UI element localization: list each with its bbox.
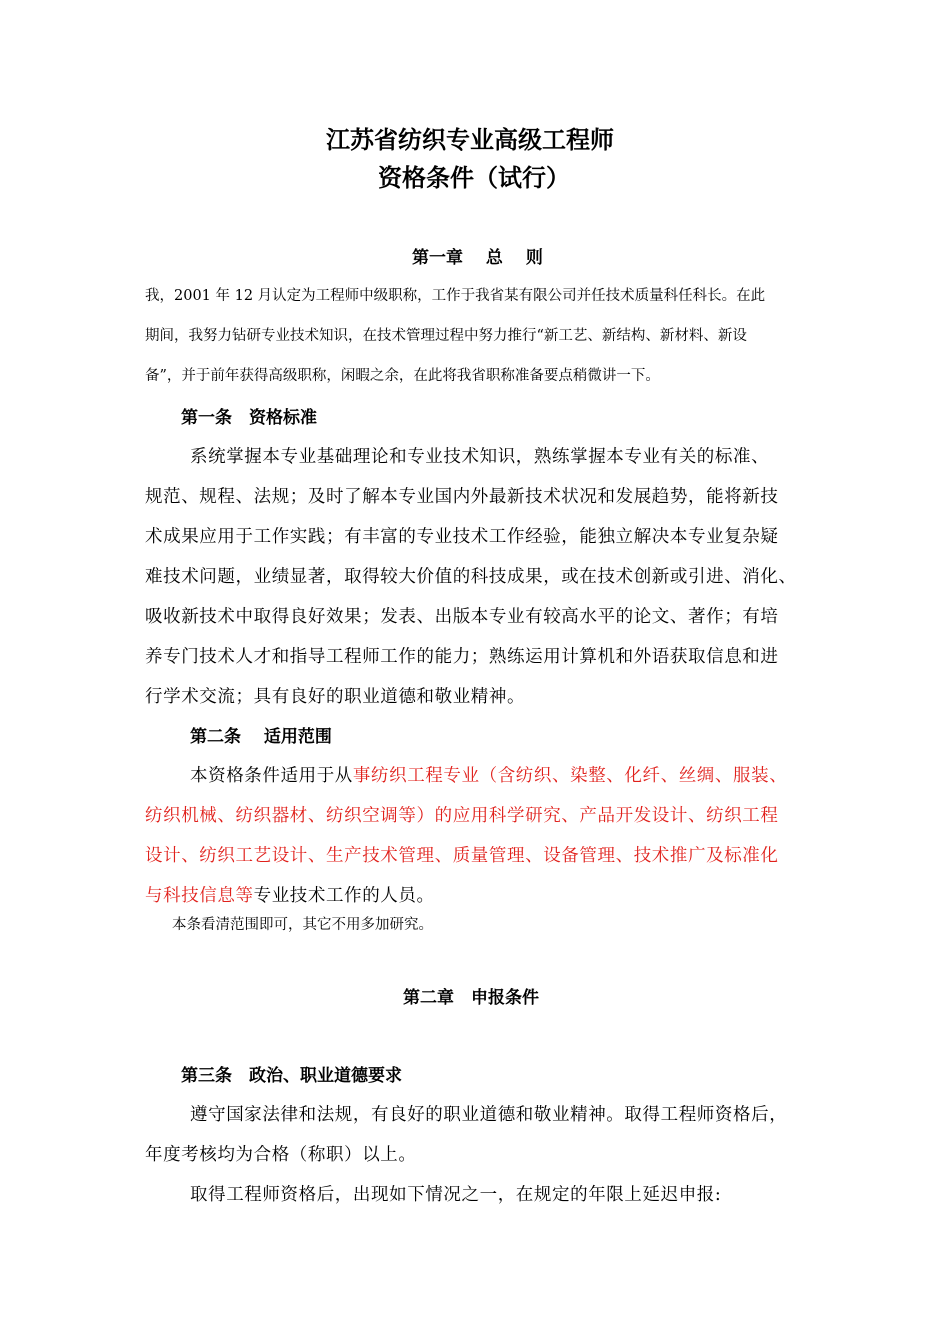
article2-highlight: 纺织机械、纺织器材、纺织空调等）的应用科学研究、产品开发设计、纺织工程 bbox=[145, 806, 779, 826]
article2-text: 本资格条件适用于从 bbox=[190, 766, 353, 786]
article2-text: 专业技术工作的人员。 bbox=[253, 886, 435, 906]
article1-line: 吸收新技术中取得良好效果；发表、出版本专业有较高水平的论文、著作；有培 bbox=[145, 607, 779, 627]
article3-line: 年度考核均为合格（称职）以上。 bbox=[145, 1145, 417, 1165]
document-title-line1: 江苏省纺织专业高级工程师 bbox=[326, 126, 614, 154]
article1-line: 行学术交流；具有良好的职业道德和敬业精神。 bbox=[145, 687, 526, 707]
article3-heading: 第三条 政治、职业道德要求 bbox=[181, 1066, 402, 1086]
article1-line: 养专门技术人才和指导工程师工作的能力；熟练运用计算机和外语获取信息和进 bbox=[145, 647, 779, 667]
article1-heading: 第一条 资格标准 bbox=[181, 408, 317, 428]
chapter2-heading: 第二章 申报条件 bbox=[403, 988, 539, 1008]
article1-line: 系统掌握本专业基础理论和专业技术知识，熟练掌握本专业有关的标准、 bbox=[190, 447, 770, 467]
article2-line bbox=[190, 762, 787, 787]
article3-line: 遵守国家法律和法规，有良好的职业道德和敬业精神。取得工程师资格后， bbox=[190, 1105, 788, 1125]
article2-highlight: 设计、纺织工艺设计、生产技术管理、质量管理、设备管理、技术推广及标准化 bbox=[145, 846, 779, 866]
article2-line bbox=[145, 882, 435, 907]
intro-line: 我，2001 年 12 月认定为工程师中级职称，工作于我省某有限公司并任技术质量科任科长。在此 bbox=[145, 288, 766, 304]
article2-note: 本条看清范围即可，其它不用多加研究。 bbox=[172, 917, 433, 933]
article2-highlight: 与科技信息等 bbox=[145, 886, 254, 906]
article2-highlight: 事纺织工程专业（含纺织、染整、化纤、丝绸、服装、 bbox=[352, 766, 788, 786]
article2-heading: 第二条 适用范围 bbox=[190, 727, 332, 747]
article1-line: 难技术问题，业绩显著，取得较大价值的科技成果，或在技术创新或引进、消化、 bbox=[145, 567, 797, 587]
document-title-line2: 资格条件（试行） bbox=[378, 164, 570, 192]
article1-line: 术成果应用于工作实践；有丰富的专业技术工作经验，能独立解决本专业复杂疑 bbox=[145, 527, 779, 547]
intro-line: 备”，并于前年获得高级职称，闲暇之余，在此将我省职称准备要点稍微讲一下。 bbox=[145, 368, 660, 384]
article3-line: 取得工程师资格后，出现如下情况之一，在规定的年限上延迟申报: bbox=[190, 1185, 722, 1205]
chapter1-heading: 第一章 总 则 bbox=[412, 248, 543, 268]
article1-line: 规范、规程、法规；及时了解本专业国内外最新技术状况和发展趋势，能将新技 bbox=[145, 487, 779, 507]
intro-line: 期间，我努力钻研专业技术知识，在技术管理过程中努力推行“新工艺、新结构、新材料、新设 bbox=[145, 328, 747, 344]
